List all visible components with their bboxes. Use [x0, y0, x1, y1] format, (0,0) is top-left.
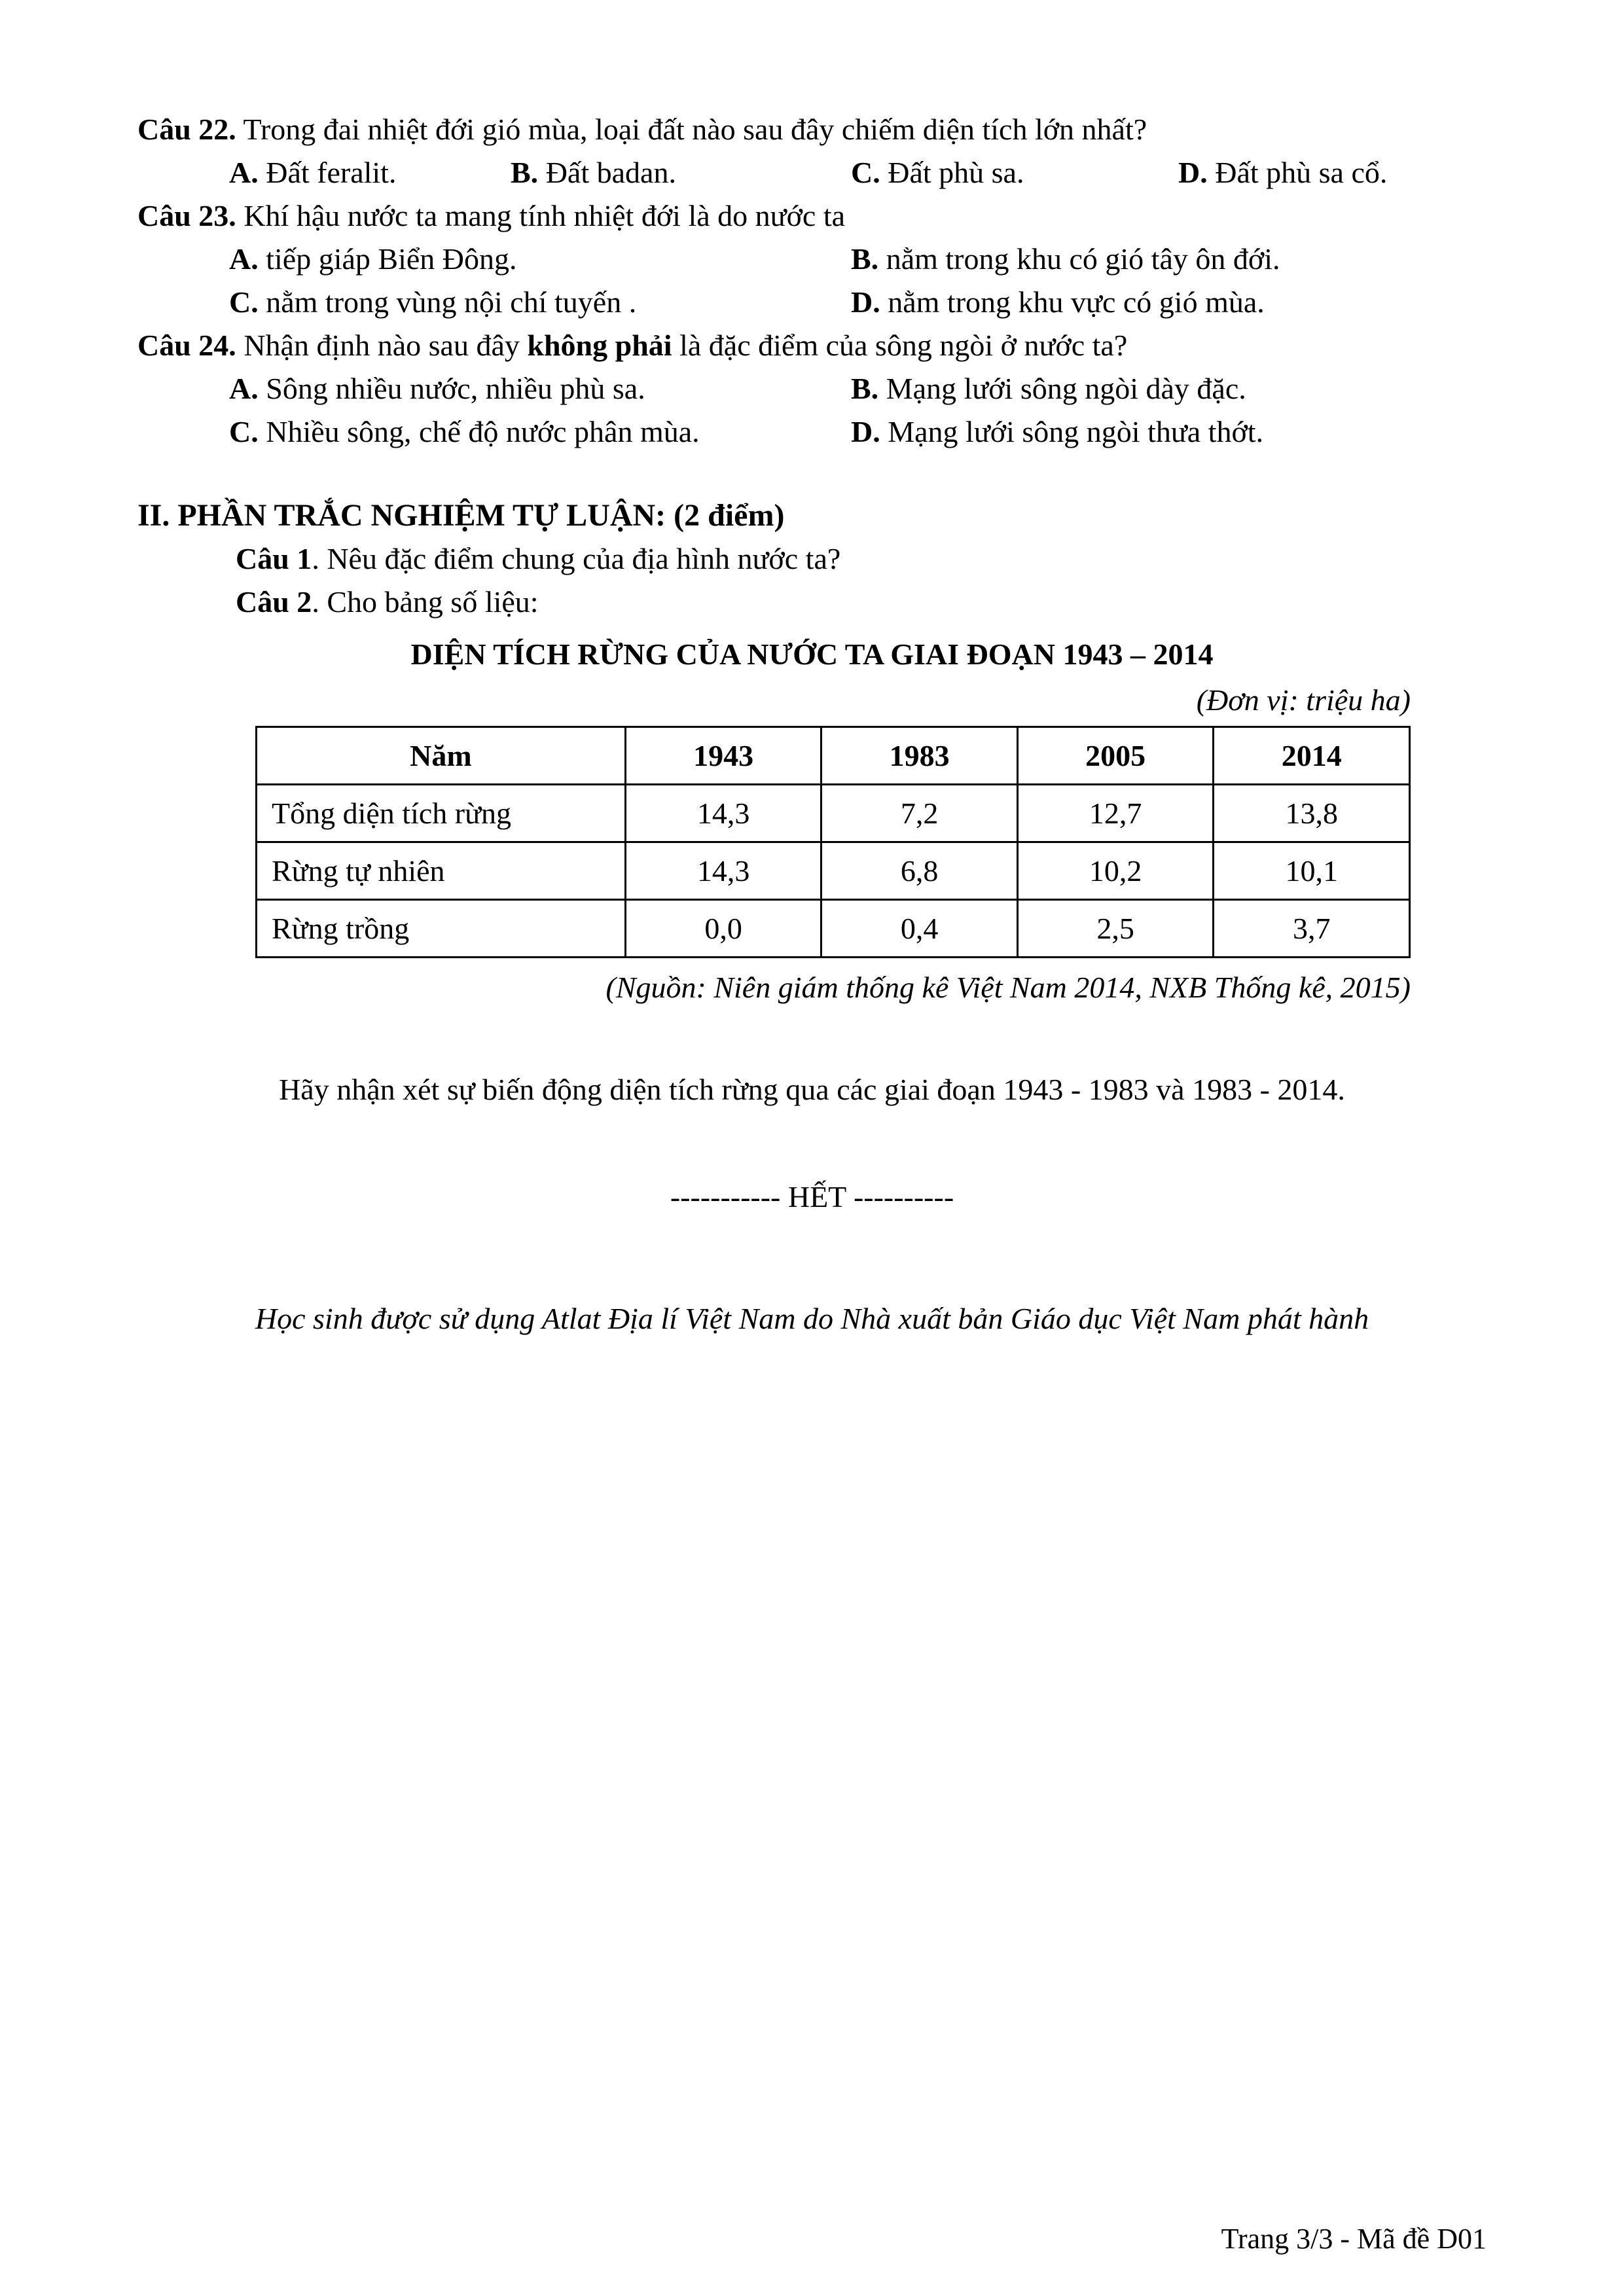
task-instruction: Hãy nhận xét sự biến động diện tích rừng qua các giai đoạn 1943 - 1983 và 1983 - 2014. [279, 1073, 1345, 1106]
question-23-options-row-2 [229, 281, 1487, 324]
unit-note: (Đơn vị: triệu ha) [1196, 683, 1411, 717]
row-label-natural: Rừng tự nhiên [257, 842, 626, 900]
option-22-c-text: Đất phù sa. [888, 156, 1024, 189]
option-24-b-label: B. [851, 372, 879, 405]
data-table-wrapper [255, 680, 1411, 1008]
option-23-a [229, 238, 851, 281]
cell-planted-1983: 0,4 [821, 900, 1018, 958]
essay-question-1 [236, 537, 1487, 581]
table-header-2014: 2014 [1214, 727, 1410, 785]
table-header-1943: 1943 [625, 727, 821, 785]
essay-question-2-text: . Cho bảng số liệu: [312, 585, 539, 619]
question-24-label: Câu 24. [137, 329, 236, 362]
option-22-a-text: Đất feralit. [266, 156, 397, 189]
question-23-label: Câu 23. [137, 199, 236, 232]
option-24-b-text: Mạng lưới sông ngòi dày đặc. [886, 372, 1246, 405]
question-22-label: Câu 22. [137, 113, 236, 146]
section-2-heading: II. PHẦN TRẮC NGHIỆM TỰ LUẬN: (2 điểm) [137, 498, 785, 533]
option-22-d [1178, 151, 1487, 194]
question-24-body-post: là đặc điểm của sông ngòi ở nước ta? [672, 329, 1128, 362]
option-23-a-label: A. [229, 242, 259, 276]
option-24-a-label: A. [229, 372, 259, 405]
cell-natural-1983: 6,8 [821, 842, 1018, 900]
option-22-d-label: D. [1178, 156, 1208, 189]
table-row-natural [257, 842, 1410, 900]
option-24-a-text: Sông nhiều nước, nhiều phù sa. [266, 372, 645, 405]
option-24-c-label: C. [229, 415, 259, 448]
option-23-b-label: B. [851, 242, 879, 276]
atlat-permission-note: Học sinh được sử dụng Atlat Địa lí Việt Nam do Nhà xuất bản Giáo dục Việt Nam phát hành [255, 1302, 1369, 1335]
cell-planted-1943: 0,0 [625, 900, 821, 958]
page-footer: Trang 3/3 - Mã đề D01 [1221, 2223, 1487, 2255]
cell-planted-2005: 2,5 [1017, 900, 1214, 958]
option-23-c [229, 281, 851, 324]
question-24-body-pre: Nhận định nào sau đây [244, 329, 528, 362]
question-23-text [137, 194, 1487, 238]
option-24-c [229, 410, 851, 454]
option-23-d-label: D. [851, 285, 880, 319]
question-22-body: Trong đai nhiệt đới gió mùa, loại đất nào sau đây chiếm diện tích lớn nhất? [243, 113, 1147, 146]
row-label-planted: Rừng trồng [257, 900, 626, 958]
option-23-b-text: nằm trong khu có gió tây ôn đới. [886, 242, 1280, 276]
question-24-options-row-2 [229, 410, 1487, 454]
cell-total-2014: 13,8 [1214, 785, 1410, 842]
option-22-b-text: Đất badan. [545, 156, 676, 189]
forest-area-table [255, 726, 1411, 958]
essay-question-2-label: Câu 2 [236, 585, 312, 619]
option-22-b [511, 151, 851, 194]
option-22-a [229, 151, 511, 194]
table-header-2005: 2005 [1017, 727, 1214, 785]
question-24 [137, 324, 1487, 454]
data-table-title: DIỆN TÍCH RỪNG CỦA NƯỚC TA GIAI ĐOẠN 1943 – 2014 [410, 637, 1214, 671]
cell-natural-2014: 10,1 [1214, 842, 1410, 900]
cell-total-1983: 7,2 [821, 785, 1018, 842]
option-24-b [851, 367, 1487, 410]
option-23-b [851, 238, 1487, 281]
option-23-c-label: C. [229, 285, 259, 319]
table-header-1983: 1983 [821, 727, 1018, 785]
option-24-d-text: Mạng lưới sông ngòi thưa thớt. [888, 415, 1264, 448]
essay-question-2 [236, 581, 1487, 624]
table-header-nam: Năm [257, 727, 626, 785]
question-22 [137, 108, 1487, 194]
option-22-d-text: Đất phù sa cổ. [1215, 156, 1388, 189]
option-22-a-label: A. [229, 156, 259, 189]
question-24-body-bold: không phải [527, 329, 672, 362]
option-24-d-label: D. [851, 415, 880, 448]
question-22-options [229, 151, 1487, 194]
option-23-d-text: nằm trong khu vực có gió mùa. [888, 285, 1265, 319]
question-23-body: Khí hậu nước ta mang tính nhiệt đới là do nước ta [244, 199, 846, 232]
table-row-planted [257, 900, 1410, 958]
option-24-d [851, 410, 1487, 454]
option-23-a-text: tiếp giáp Biển Đông. [266, 242, 517, 276]
option-23-d [851, 281, 1487, 324]
question-22-text [137, 108, 1487, 151]
option-22-c-label: C. [851, 156, 880, 189]
question-23-options-row-1 [229, 238, 1487, 281]
option-24-c-text: Nhiều sông, chế độ nước phân mùa. [266, 415, 700, 448]
source-note: (Nguồn: Niên giám thống kê Việt Nam 2014, NXB Thống kê, 2015) [605, 971, 1411, 1004]
option-22-c [851, 151, 1178, 194]
essay-question-1-text: . Nêu đặc điểm chung của địa hình nước ta? [312, 542, 841, 575]
table-row-total [257, 785, 1410, 842]
cell-natural-1943: 14,3 [625, 842, 821, 900]
cell-natural-2005: 10,2 [1017, 842, 1214, 900]
cell-planted-2014: 3,7 [1214, 900, 1410, 958]
option-23-c-text: nằm trong vùng nội chí tuyến . [266, 285, 637, 319]
row-label-total: Tổng diện tích rừng [257, 785, 626, 842]
essay-question-1-label: Câu 1 [236, 542, 312, 575]
table-header-row [257, 727, 1410, 785]
option-22-b-label: B. [511, 156, 539, 189]
cell-total-1943: 14,3 [625, 785, 821, 842]
end-marker: ----------- HẾT ---------- [670, 1180, 954, 1213]
question-24-options-row-1 [229, 367, 1487, 410]
question-24-text [137, 324, 1487, 367]
cell-total-2005: 12,7 [1017, 785, 1214, 842]
option-24-a [229, 367, 851, 410]
question-23 [137, 194, 1487, 324]
